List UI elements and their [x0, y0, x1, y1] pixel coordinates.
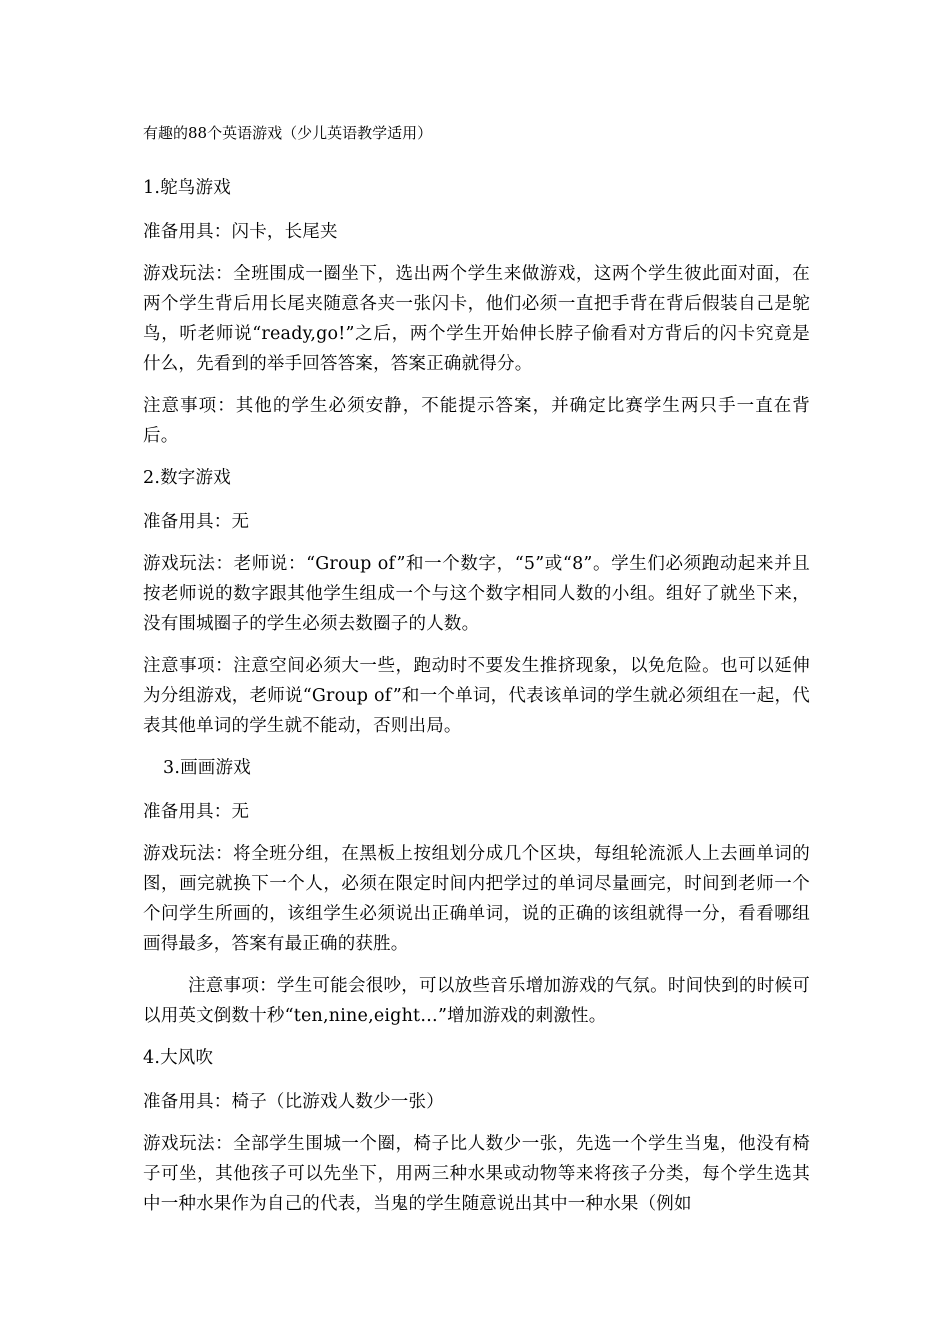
- game-1-play: 游戏玩法：全班围成一圈坐下，选出两个学生来做游戏，这两个学生彼此面对面，在两个学生背后用长尾夹随意各夹一张闪卡，他们必须一直把手背在背后假装自己是鸵鸟，听老师说“ready,go!”之后，两个学生开始伸长脖子偷看对方背后的闪卡究竟是什么，先看到的举手回答答案，答案正确就得分。: [143, 264, 810, 374]
- game-1-heading: 1.鸵鸟游戏: [143, 178, 231, 198]
- game-3-tools: 准备用具：无: [143, 802, 250, 822]
- game-1-notes: 注意事项：其他的学生必须安静，不能提示答案，并确定比赛学生两只手一直在背后。: [143, 396, 810, 446]
- game-2-play: 游戏玩法：老师说：“Group of”和一个数字，“5”或“8”。学生们必须跑动起来并且按老师说的数字跟其他学生组成一个与这个数字相同人数的小组。组好了就坐下来，没有围城圈子的学生必须去数圈子的人数。: [143, 554, 810, 634]
- game-2-heading: 2.数字游戏: [143, 468, 231, 488]
- game-3-heading: 3.画画游戏: [163, 758, 251, 778]
- game-4-tools: 准备用具：椅子（比游戏人数少一张）: [143, 1092, 444, 1112]
- game-1-tools: 准备用具：闪卡，长尾夹: [143, 222, 338, 242]
- game-2-tools: 准备用具：无: [143, 512, 250, 532]
- game-3-play: 游戏玩法：将全班分组，在黑板上按组划分成几个区块，每组轮流派人上去画单词的图，画完就换下一个人，必须在限定时间内把学过的单词尽量画完，时间到老师一个个问学生所画的，该组学生必须说出正确单词，说的正确的该组就得一分，看看哪组画得最多，答案有最正确的获胜。: [143, 844, 810, 954]
- game-3-notes: 注意事项：学生可能会很吵，可以放些音乐增加游戏的气氛。时间快到的时候可以用英文倒数十秒“ten,nine,eight…”增加游戏的刺激性。: [143, 976, 810, 1026]
- game-4-heading: 4.大风吹: [143, 1048, 214, 1068]
- game-4-play: 游戏玩法：全部学生围城一个圈，椅子比人数少一张，先选一个学生当鬼，他没有椅子可坐，其他孩子可以先坐下，用两三种水果或动物等来将孩子分类，每个学生选其中一种水果作为自己的代表，当鬼的学生随意说出其中一种水果（例如: [143, 1134, 810, 1214]
- document-title: 有趣的88个英语游戏（少儿英语教学适用）: [143, 124, 433, 142]
- game-2-notes: 注意事项：注意空间必须大一些，跑动时不要发生推挤现象，以免危险。也可以延伸为分组游戏，老师说“Group of”和一个单词，代表该单词的学生就必须组在一起，代表其他单词的学生就不能动，否则出局。: [143, 656, 810, 736]
